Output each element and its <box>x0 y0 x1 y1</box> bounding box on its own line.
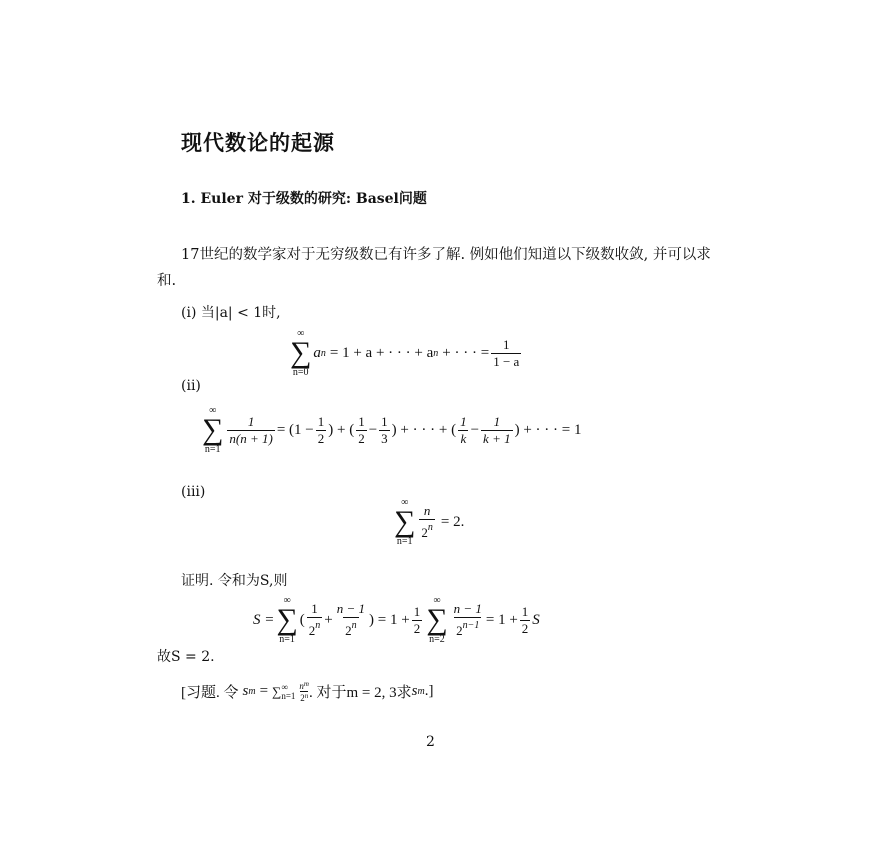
summation-symbol: ∞ ∑ n=1 <box>394 497 416 547</box>
fraction: $\frac{1}{1 - a}$ <box>493 336 520 369</box>
exercise: [习题. 令 s m = ∑ ∞ n=1 $\frac{n^m}{2^n}$ . 对于m = 2, 3求 s m .] <box>181 680 434 703</box>
equation-proof: S = ∞ ∑ n=1 ( $\frac{1}{2^n}$ + $\frac{n - 1}{2^n}$ ) = 1 + $\frac{1}{2}$ ∞ ∑ n=2 $\frac{n - 1}{2^{n-1}}$ = 1 + $\frac{1}{2}$ S <box>253 595 540 645</box>
equation-n-over-2n: ∞ ∑ n=1 $\frac{n}{2^n}$ = 2. <box>394 497 465 547</box>
page-title: 现代数论的起源 <box>181 130 335 155</box>
summation-symbol: ∞ ∑ n=2 <box>426 595 448 645</box>
item-i-label: (i) 当|a| < 1时, <box>181 305 281 321</box>
conclusion: 故S = 2. <box>157 649 215 665</box>
equation-geometric-series: ∞ ∑ n=0 a n = 1 + a + · · · + a n + · · · = $\frac{1}{1 - a}$ <box>290 328 520 378</box>
summation-symbol: ∞ ∑ n=0 <box>290 328 312 378</box>
proof-label: 证明. 令和为S,则 <box>181 573 288 589</box>
intro-paragraph: 17世纪的数学家对于无穷级数已有许多了解. 例如他们知道以下级数收敛, 并可以求和. <box>157 247 711 289</box>
section-heading: 1. Euler 对于级数的研究: Basel问题 <box>181 191 427 207</box>
item-ii-label: (ii) <box>181 378 201 394</box>
equation-telescoping-series: ∞ ∑ n=1 $\frac{1}{n(n + 1)}$ = (1 − $\frac{1}{2}$ ) + ( $\frac{1}{2}$ − $\frac{1}{3}$ ) + · · · + ( $\frac{1}{k}$ − $\frac{1}{k + 1}$ ) + · · · = 1 <box>202 405 582 455</box>
summation-symbol: ∞ ∑ n=1 <box>276 595 298 645</box>
page-number: 2 <box>426 734 435 750</box>
summation-symbol: ∞ ∑ n=1 <box>202 405 224 455</box>
item-iii-label: (iii) <box>181 484 206 500</box>
